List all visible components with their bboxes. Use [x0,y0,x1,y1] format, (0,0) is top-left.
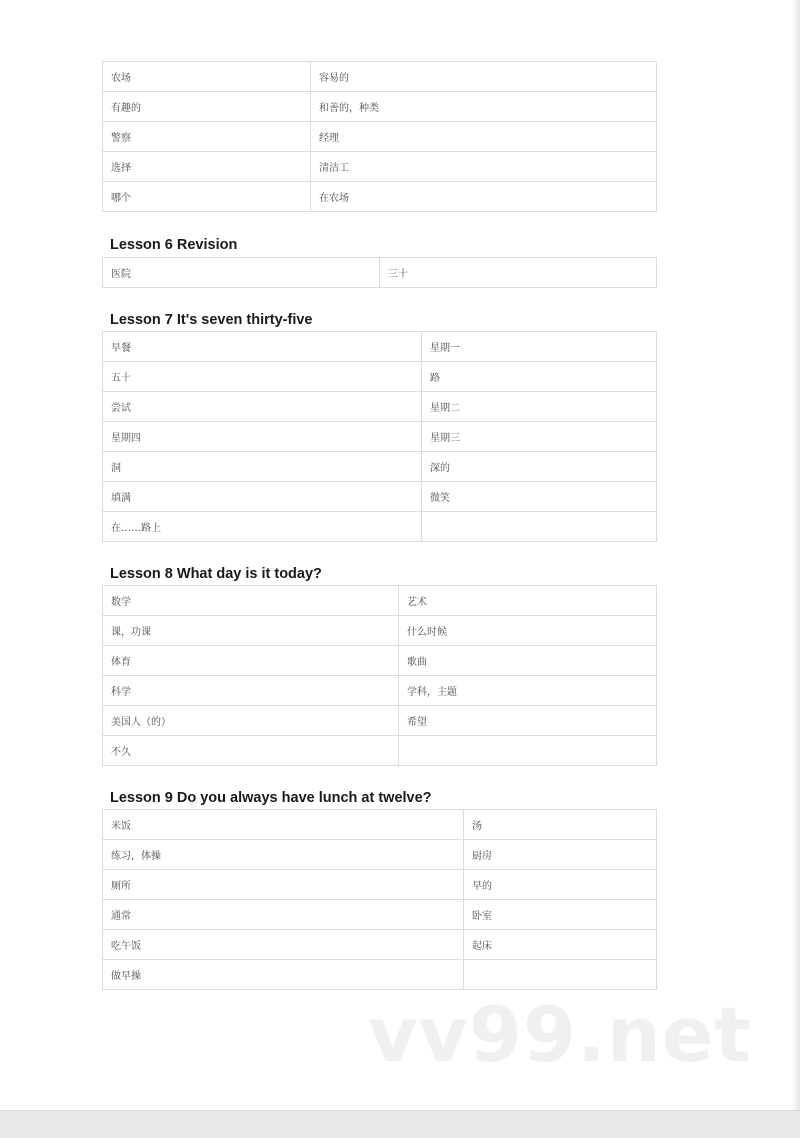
vocab-cell-right [422,512,657,542]
vocab-table-top [102,61,657,212]
vocab-cell-left: 科学 [103,676,399,706]
table-row [103,840,657,870]
vocab-cell-left: 在……路上 [103,512,422,542]
table-row [103,736,657,766]
page-edge-shadow [792,0,800,1110]
vocab-cell-left: 五十 [103,362,422,392]
vocab-cell-right: 希望 [399,706,657,736]
vocab-cell-right: 路 [422,362,657,392]
lesson-8-title: Lesson 8 What day is it today? [110,566,322,582]
vocab-cell-left: 厕所 [103,870,464,900]
vocab-cell-right [464,960,657,990]
table-row [103,482,657,512]
vocab-cell-right: 厨房 [464,840,657,870]
vocab-cell-left: 洞 [103,452,422,482]
vocab-cell-left: 课，功课 [103,616,399,646]
vocab-cell-left: 医院 [103,258,380,288]
vocab-cell-right: 早的 [464,870,657,900]
vocab-cell-right: 星期一 [422,332,657,362]
vocab-cell-right: 经理 [311,122,657,152]
table-row [103,152,657,182]
vocab-cell-left: 通常 [103,900,464,930]
vocab-cell-left: 米饭 [103,810,464,840]
table-row [103,930,657,960]
vocab-cell-right: 卧室 [464,900,657,930]
vocab-cell-right: 星期三 [422,422,657,452]
vocab-cell-left: 警察 [103,122,311,152]
table-row [103,362,657,392]
vocab-cell-left: 体育 [103,646,399,676]
vocab-cell-right: 起床 [464,930,657,960]
lesson-9-title: Lesson 9 Do you always have lunch at twelve? [110,790,432,806]
vocab-cell-left: 有趣的 [103,92,311,122]
table-row [103,676,657,706]
vocab-table-lesson-6 [102,257,657,288]
vocab-cell-left: 选择 [103,152,311,182]
table-row [103,258,657,288]
table-row [103,332,657,362]
table-row [103,392,657,422]
vocab-cell-right: 什么时候 [399,616,657,646]
table-row [103,870,657,900]
vocab-cell-right: 三十 [380,258,657,288]
table-row [103,182,657,212]
vocab-cell-right: 微笑 [422,482,657,512]
vocab-cell-right [399,736,657,766]
table-row [103,586,657,616]
vocab-cell-right: 歌曲 [399,646,657,676]
vocab-cell-right: 汤 [464,810,657,840]
table-row [103,512,657,542]
vocab-cell-right: 深的 [422,452,657,482]
vocab-cell-right: 艺术 [399,586,657,616]
vocab-cell-left: 吃午饭 [103,930,464,960]
vocab-cell-left: 尝试 [103,392,422,422]
vocab-cell-right: 星期二 [422,392,657,422]
table-row [103,646,657,676]
vocab-table-lesson-9 [102,809,657,990]
table-row [103,92,657,122]
document-content [102,61,657,990]
table-row [103,422,657,452]
vocab-table-lesson-8 [102,585,657,766]
table-row [103,62,657,92]
watermark: vv99.net [368,990,752,1079]
vocab-cell-left: 做早操 [103,960,464,990]
vocab-cell-right: 清洁工 [311,152,657,182]
table-row [103,900,657,930]
vocab-cell-left: 农场 [103,62,311,92]
table-row [103,960,657,990]
vocab-cell-right: 学科，主题 [399,676,657,706]
vocab-cell-left: 填满 [103,482,422,512]
vocab-cell-left: 不久 [103,736,399,766]
vocab-cell-left: 练习，体操 [103,840,464,870]
table-row [103,616,657,646]
vocab-cell-left: 数学 [103,586,399,616]
vocab-cell-left: 哪个 [103,182,311,212]
vocab-table-lesson-7 [102,331,657,542]
vocab-cell-right: 和善的，种类 [311,92,657,122]
table-row [103,122,657,152]
vocab-cell-right: 容易的 [311,62,657,92]
vocab-cell-left: 美国人（的） [103,706,399,736]
lesson-7-title: Lesson 7 It's seven thirty-five [110,312,313,328]
vocab-cell-left: 星期四 [103,422,422,452]
lesson-6-title: Lesson 6 Revision [110,237,238,253]
vocab-cell-left: 早餐 [103,332,422,362]
table-row [103,810,657,840]
table-row [103,452,657,482]
table-row [103,706,657,736]
viewer-bottom-bar [0,1110,800,1138]
vocab-cell-right: 在农场 [311,182,657,212]
